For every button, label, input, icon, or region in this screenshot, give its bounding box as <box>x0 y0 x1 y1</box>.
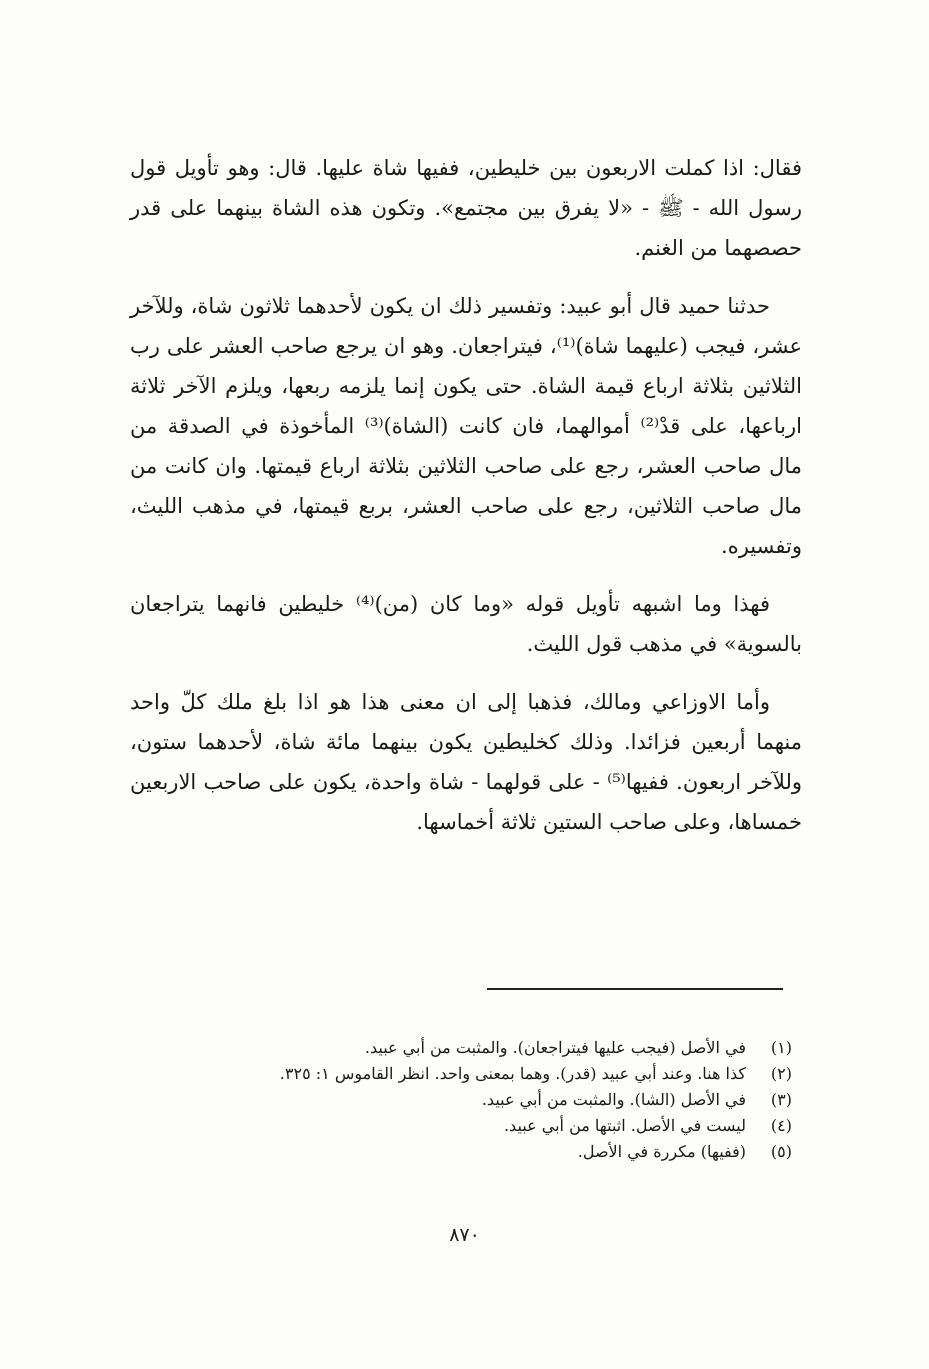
footnote-text: ليست في الأصل. اثبتها من أبي عبيد. <box>503 1116 746 1135</box>
main-text <box>130 148 802 860</box>
footnote-separator <box>487 988 783 990</box>
footnote-4 <box>130 1113 792 1139</box>
footnote-text: في الأصل (الشا). والمثبت من أبي عبيد. <box>481 1090 746 1109</box>
paragraph-1: فقال: اذا كملت الاربعون بين خليطين، ففيها شاة عليها. قال: وهو تأويل قول رسول الله - ﷺ - «لا يفرق بين مجتمع». وتكون هذه الشاة بينهما على قدر حصصهما من الغنم. <box>130 156 802 260</box>
page-number: ٨٧٠ <box>449 1224 480 1246</box>
footnote-text: في الأصل (فيجب عليها فيتراجعان). والمثبت من أبي عبيد. <box>364 1038 746 1057</box>
footnote-5 <box>130 1139 792 1165</box>
footnote-number: (٤) <box>770 1116 792 1135</box>
footnote-1 <box>130 1035 792 1061</box>
footnote-text: (ففيها) مكررة في الأصل. <box>577 1142 746 1161</box>
paragraph-3: فهذا وما اشبهه تأويل قوله «وما كان (من)⁽⁴⁾ خليطين فانهما يتراجعان بالسوية» في مذهب قول الليث. <box>130 592 802 656</box>
footnote-number: (٣) <box>770 1090 792 1109</box>
footnotes <box>130 1035 792 1165</box>
footnote-number: (٢) <box>770 1064 792 1083</box>
footnote-number: (١) <box>770 1038 792 1057</box>
footnote-text: كذا هنا. وعند أبي عبيد (قدر). وهما بمعنى واحد. انظر القاموس ١: ٣٢٥. <box>279 1064 746 1083</box>
footnote-3 <box>130 1087 792 1113</box>
footnote-2 <box>130 1061 792 1087</box>
paragraph-4: وأما الاوزاعي ومالك، فذهبا إلى ان معنى هذا هو اذا بلغ ملك كلّ واحد منهما أربعين فزائدا. وذلك كخليطين يكون بينهما مائة شاة، لأحدهما ستون، وللآخر اربعون. ففيها⁽⁵⁾ - على قولهما - شاة واحدة، يكون على صاحب الاربعين خمساها، وعلى صاحب الستين ثلاثة أخماسها. <box>130 690 802 834</box>
paragraph-2: حدثنا حميد قال أبو عبيد: وتفسير ذلك ان يكون لأحدهما ثلاثون شاة، وللآخر عشر، فيجب (عليهما شاة)⁽¹⁾، فيتراجعان. وهو ان يرجع صاحب العشر على رب الثلاثين بثلاثة ارباع قيمة الشاة. حتى يكون إنما يلزمه ربعها، ويلزم الآخر ثلاثة ارباعها، على قدْ⁽²⁾ أموالهما، فان كانت (الشاة)⁽³⁾ المأخوذة في الصدقة من مال صاحب العشر، رجع على صاحب الثلاثين بثلاثة ارباع قيمتها. وان كانت من مال صاحب الثلاثين، رجع على صاحب العشر، بربع قيمتها، في مذهب الليث، وتفسيره. <box>130 294 803 558</box>
footnote-number: (٥) <box>770 1142 792 1161</box>
